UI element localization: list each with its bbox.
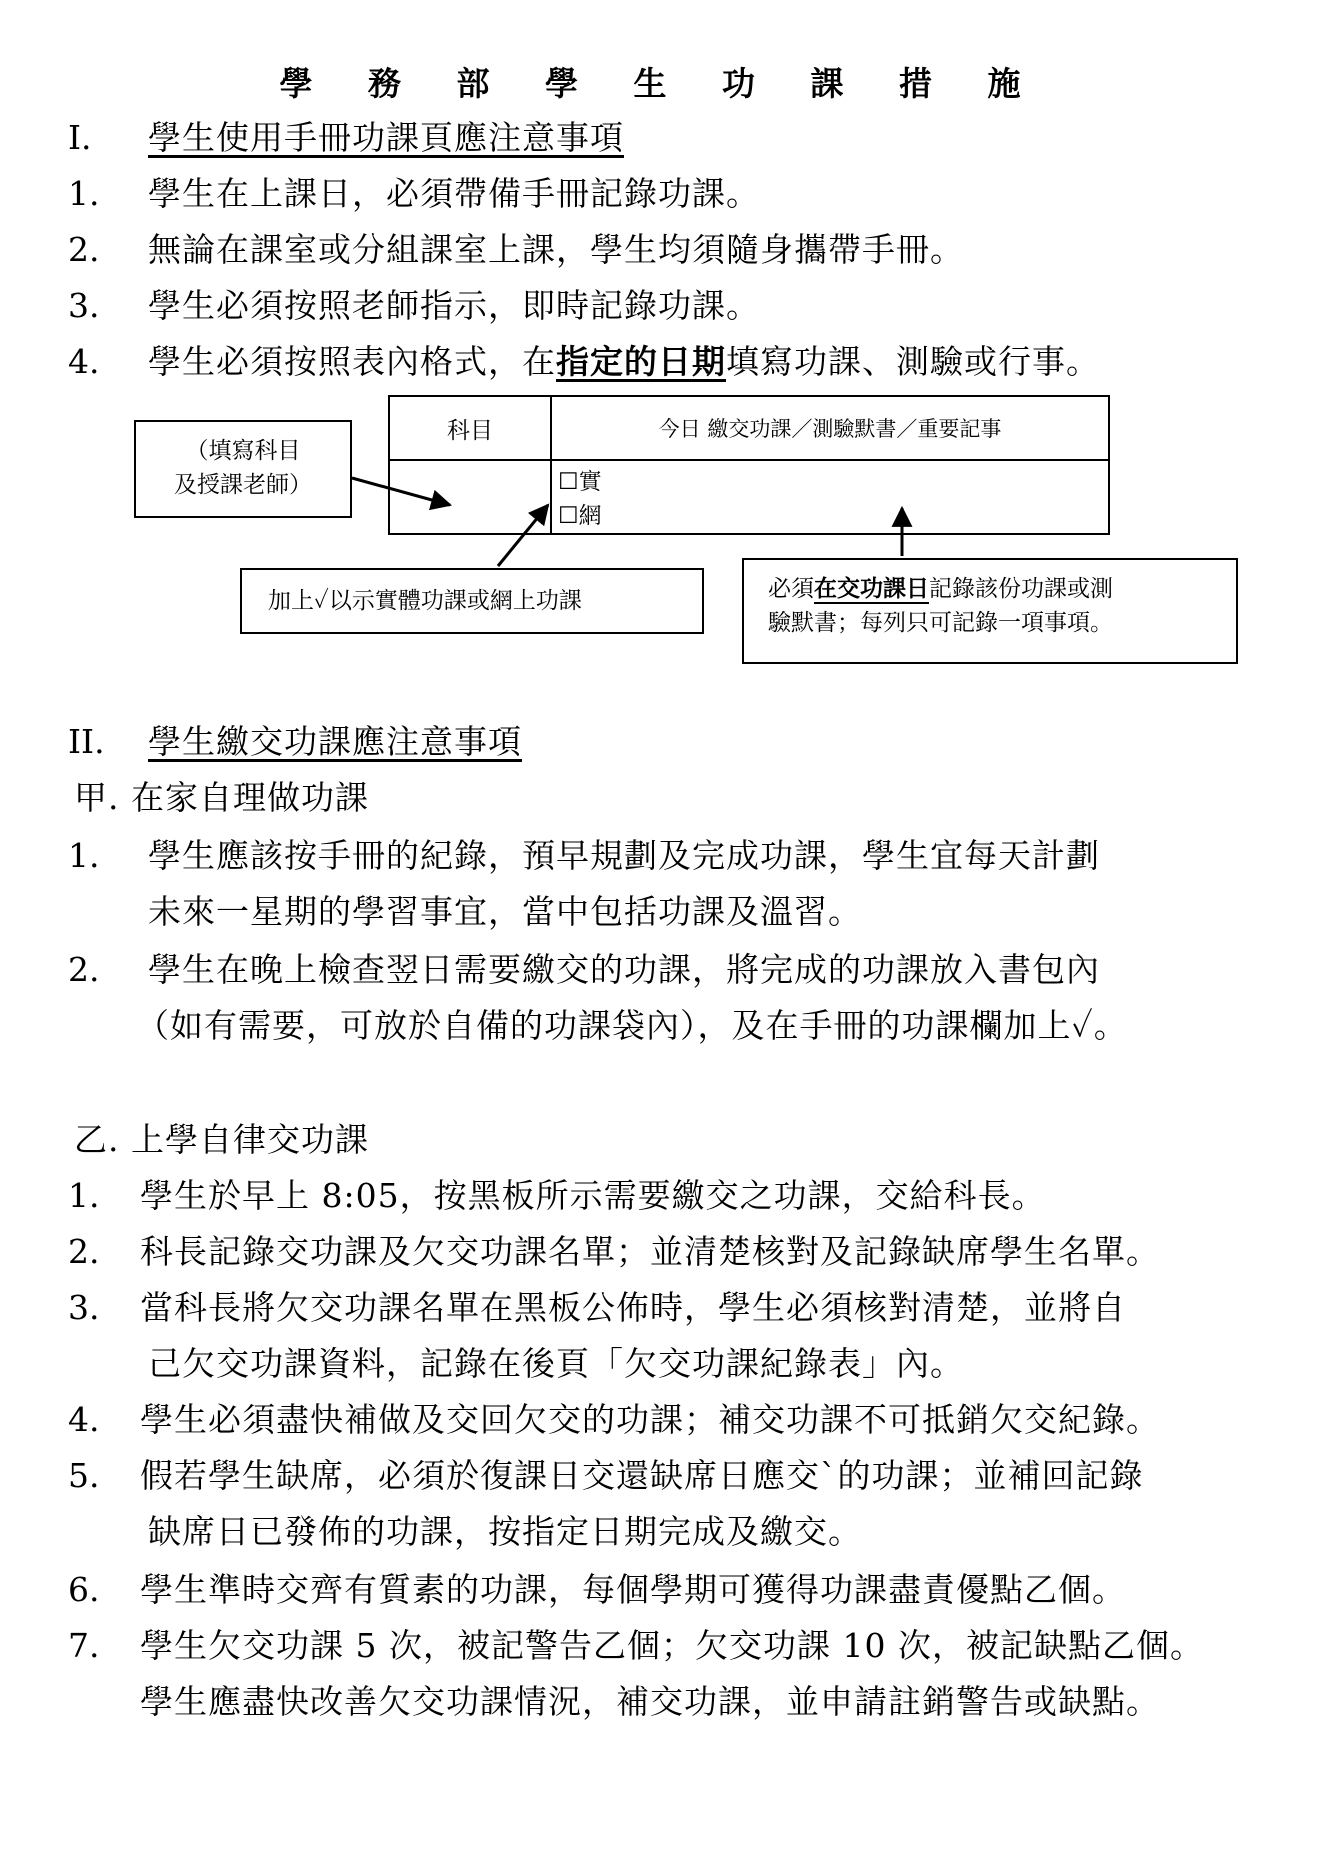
b-item3-number: 3. <box>68 1288 100 1327</box>
s1-item2-number: 2. <box>68 230 100 269</box>
section2-number: II. <box>68 722 105 761</box>
note-check-text: 加上✓以示實體功課或網上功課 <box>268 588 582 614</box>
table-subject-cell <box>389 460 551 534</box>
b-item2-line1: 科長記錄交功課及欠交功課名單；並清楚核對及記錄缺席學生名單。 <box>140 1232 1160 1271</box>
table-header-record: 今日 繳交功課／測驗默書／重要記事 <box>551 396 1109 460</box>
note-record-emphasis: 在交功課日 <box>814 575 929 602</box>
s1-item3-number: 3. <box>68 286 100 325</box>
b-item5-number: 5. <box>68 1456 100 1495</box>
b-item4-number: 4. <box>68 1400 100 1439</box>
b-item7-line2: 學生應盡快改善欠交功課情況，補交功課，並申請註銷警告或缺點。 <box>140 1682 1160 1721</box>
note-subject-box <box>134 420 352 518</box>
b-item7-line1: 學生欠交功課 5 次，被記警告乙個；欠交功課 10 次，被記缺點乙個。 <box>140 1626 1204 1665</box>
s1-item1-number: 1. <box>68 174 100 213</box>
note-subject-line2: 及授課老師） <box>174 472 312 498</box>
b-item3-line2: 己欠交功課資料，記錄在後頁「欠交功課紀錄表」內。 <box>148 1344 964 1383</box>
s1-item4-text-post: 填寫功課、測驗或行事。 <box>726 342 1100 381</box>
a-item1-number: 1. <box>68 836 100 875</box>
note-record-box <box>742 558 1238 664</box>
note-subject-line1: （填寫科目 <box>185 438 301 464</box>
section1-heading: 學生使用手冊功課頁應注意事項 <box>148 118 624 157</box>
s1-item1-text: 學生在上課日，必須帶備手冊記錄功課。 <box>148 174 760 213</box>
b-item3-line1: 當科長將欠交功課名單在黑板公佈時，學生必須核對清楚，並將自 <box>140 1288 1126 1327</box>
table-record-cell <box>551 460 1109 534</box>
s1-item3-text: 學生必須按照老師指示，即時記錄功課。 <box>148 286 760 325</box>
b-item2-number: 2. <box>68 1232 100 1271</box>
b-item5-line2: 缺席日已發佈的功課，按指定日期完成及繳交。 <box>148 1512 862 1551</box>
b-item6-line1: 學生準時交齊有質素的功課，每個學期可獲得功課盡責優點乙個。 <box>140 1570 1126 1609</box>
checkbox-online: ☐網 <box>558 503 602 529</box>
note-check-box <box>240 568 704 634</box>
note-record-line2: 驗默書；每列只可記錄一項事項。 <box>768 610 1113 636</box>
b-item5-line1: 假若學生缺席，必須於復課日交還缺席日應交`的功課；並補回記錄 <box>140 1456 1144 1495</box>
section1-number: I. <box>68 118 92 157</box>
checkbox-physical: ☐實 <box>558 469 602 495</box>
b-item7-number: 7. <box>68 1626 100 1665</box>
s1-item2-text: 無論在課室或分組課室上課，學生均須隨身攜帶手冊。 <box>148 230 964 269</box>
part-a-label: 甲. 在家自理做功課 <box>74 778 369 817</box>
a-item2-line2: （如有需要，可放於自備的功課袋內），及在手冊的功課欄加上✓。 <box>136 1006 1128 1045</box>
a-item1-line2: 未來一星期的學習事宜，當中包括功課及溫習。 <box>148 892 862 931</box>
a-item2-number: 2. <box>68 950 100 989</box>
note-record-line1 <box>768 572 1236 606</box>
s1-item4-text-pre: 學生必須按照表內格式，在 <box>148 342 556 381</box>
note-record-post: 記錄該份功課或測 <box>929 576 1113 602</box>
b-item1-number: 1. <box>68 1176 100 1215</box>
part-b-label: 乙. 上學自律交功課 <box>74 1120 369 1159</box>
s1-item4-text-emphasis: 指定的日期 <box>556 342 726 381</box>
a-item1-line1: 學生應該按手冊的紀錄，預早規劃及完成功課，學生宜每天計劃 <box>148 836 1100 875</box>
b-item4-line1: 學生必須盡快補做及交回欠交的功課；補交功課不可抵銷欠交紀錄。 <box>140 1400 1160 1439</box>
b-item1-line1: 學生於早上 8:05，按黑板所示需要繳交之功課，交給科長。 <box>140 1176 1046 1215</box>
s1-item4-number: 4. <box>68 342 100 381</box>
homework-record-table <box>388 395 1110 535</box>
page-title: 學 務 部 學 生 功 課 措 施 <box>279 64 1043 103</box>
table-header-subject: 科目 <box>389 396 551 460</box>
a-item2-line1: 學生在晚上檢查翌日需要繳交的功課，將完成的功課放入書包內 <box>148 950 1100 989</box>
b-item6-number: 6. <box>68 1570 100 1609</box>
s1-item4-text <box>148 342 1100 382</box>
section2-heading: 學生繳交功課應注意事項 <box>148 722 522 761</box>
note-record-pre: 必須 <box>768 576 814 602</box>
